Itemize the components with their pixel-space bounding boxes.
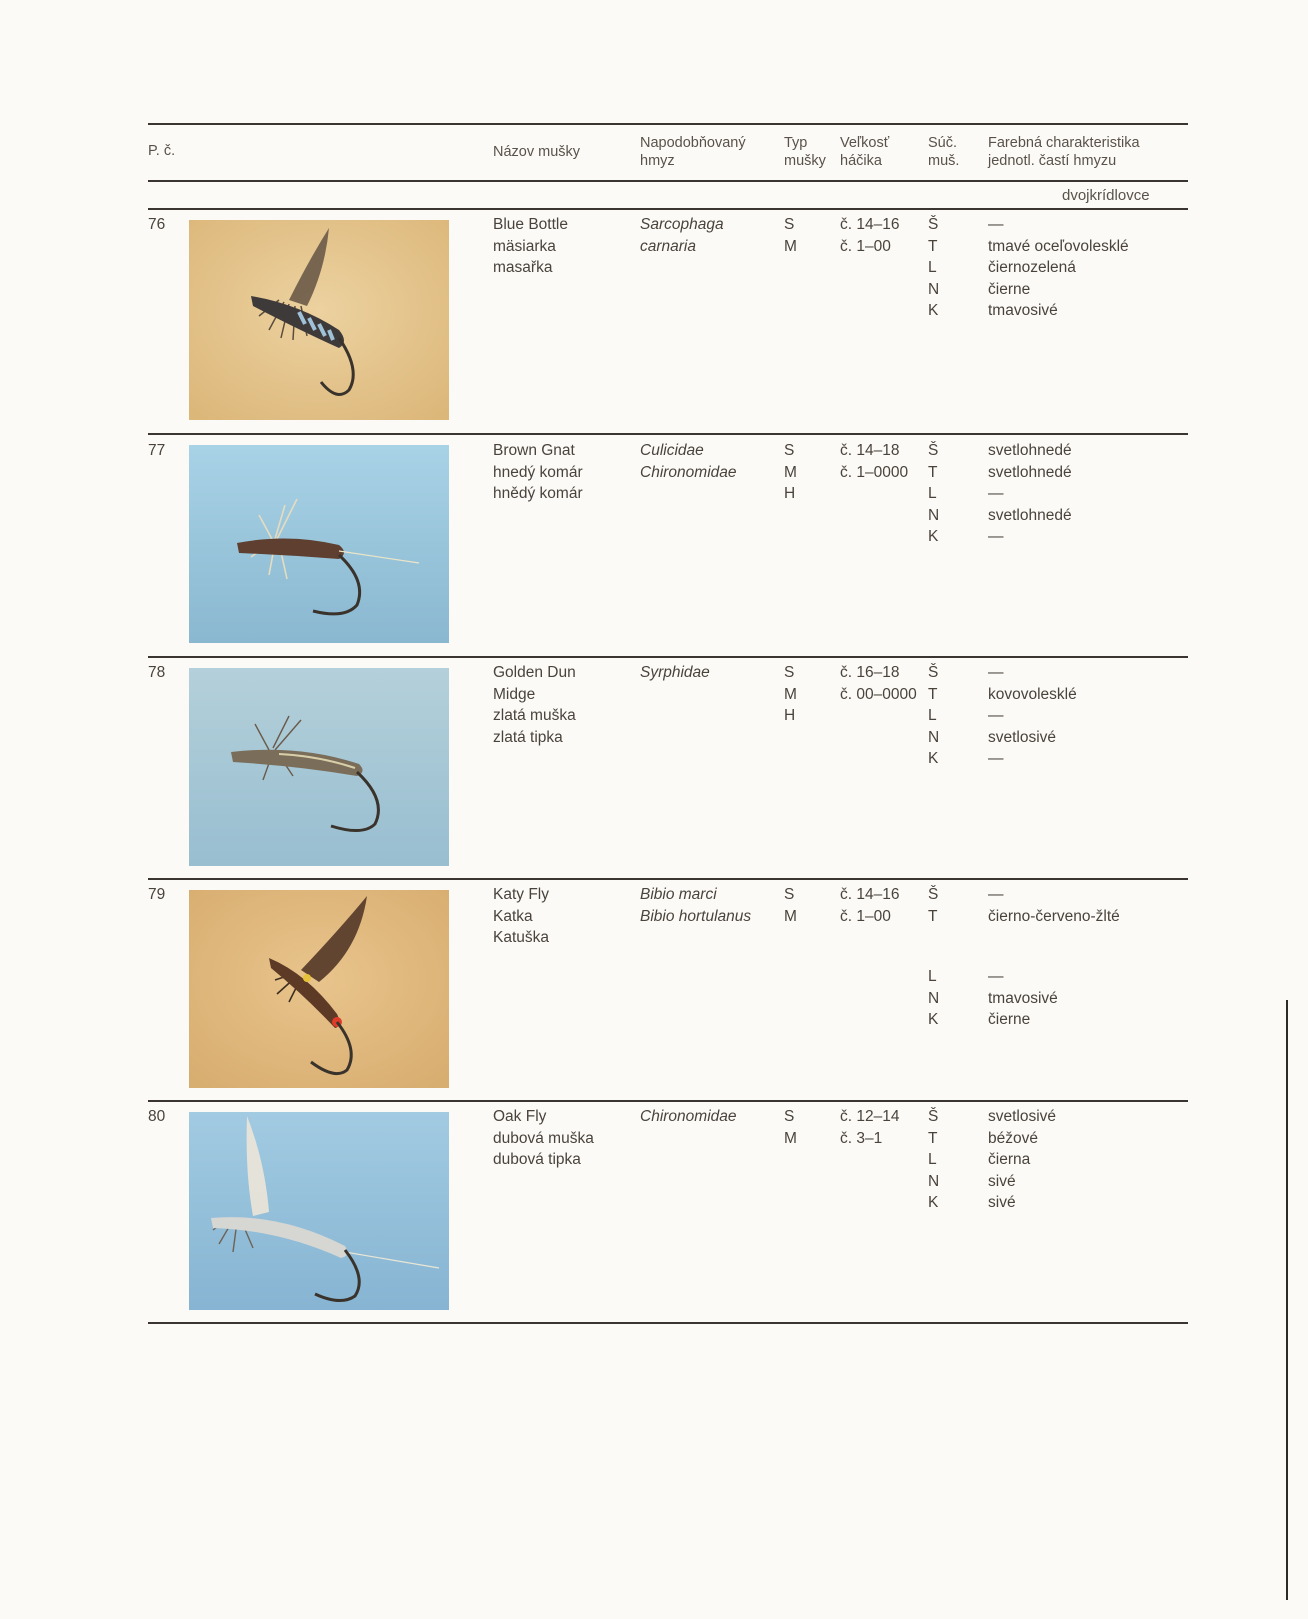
header-col-insect: Napodobňovaný hmyz (640, 135, 746, 169)
part-colors: — kovovolesklé — svetlosivé — (988, 664, 1077, 767)
fly-parts: Š T L N K (928, 216, 940, 319)
fly-names: Katy Fly Katka Katuška (493, 886, 550, 946)
part-colors: — tmavé oceľovolesklé čiernozelená čierne tmavosivé (988, 216, 1129, 319)
header-col-type: Typ mušky (784, 135, 826, 169)
imitated-insect: Bibio marci Bibio hortulanus (640, 886, 752, 925)
row-divider (148, 878, 1188, 880)
header-top-rule (148, 123, 1188, 125)
fly-parts: Š T L N K (928, 442, 940, 545)
fly-body-yellow-band (303, 974, 311, 982)
fly-photo (189, 1112, 449, 1310)
row-divider (148, 1100, 1188, 1102)
fly-type: S M (784, 1108, 797, 1147)
section-label: dvojkrídlovce (1062, 187, 1150, 204)
fly-names: Brown Gnat hnedý komár hnědý komár (493, 442, 583, 502)
imitated-insect: Chironomidae (640, 1108, 737, 1125)
row-number: 77 (148, 442, 166, 459)
table-bottom-rule (148, 1322, 1188, 1324)
header-col-name: Názov mušky (493, 144, 581, 160)
imitated-insect: Sarcophaga carnaria (640, 216, 724, 255)
fly-type: S M (784, 216, 797, 255)
fly-type: S M H (784, 664, 797, 724)
row-number: 76 (148, 216, 166, 233)
row-number: 78 (148, 664, 166, 681)
part-colors-top: — čierno-červeno-žlté (988, 886, 1120, 925)
fly-photo (189, 220, 449, 420)
fly-names: Blue Bottle mäsiarka masařka (493, 216, 568, 276)
header-col-parts: Súč. muš. (928, 135, 960, 169)
part-colors: svetlosivé béžové čierna sivé sivé (988, 1108, 1057, 1211)
fly-parts-bottom: L N K (928, 968, 940, 1028)
imitated-insect: Culicidae Chironomidae (640, 442, 737, 481)
section-rule (148, 208, 1188, 210)
fly-parts-top: Š T (928, 886, 939, 925)
hook-size: č. 12–14 č. 3–1 (840, 1108, 900, 1147)
hook-size: č. 14–16 č. 1–00 (840, 216, 900, 255)
fly-parts: Š T L N K (928, 1108, 940, 1211)
row-divider (148, 656, 1188, 658)
fly-parts: Š T L N K (928, 664, 940, 767)
fly-photo (189, 668, 449, 866)
fly-photo (189, 890, 449, 1088)
fly-type: S M H (784, 442, 797, 502)
page-edge-shadow (1286, 1000, 1288, 1600)
hook-size: č. 14–18 č. 1–0000 (840, 442, 909, 481)
row-divider (148, 433, 1188, 435)
row-number: 79 (148, 886, 166, 903)
photo-background (189, 890, 449, 1088)
fly-photo (189, 445, 449, 643)
hook-size: č. 16–18 č. 00–0000 (840, 664, 917, 703)
hook-size: č. 14–16 č. 1–00 (840, 886, 900, 925)
header-bottom-rule (148, 180, 1188, 182)
photo-background (189, 1112, 449, 1310)
fly-names: Golden Dun Midge zlatá muška zlatá tipka (493, 664, 576, 746)
header-col-number: P. č. (148, 143, 176, 159)
fly-type: S M (784, 886, 797, 925)
header-col-size: Veľkosť háčika (840, 135, 890, 169)
header-col-color: Farebná charakteristika jednotl. častí hmyzu (988, 135, 1140, 169)
imitated-insect: Syrphidae (640, 664, 710, 681)
part-colors-bottom: — tmavosivé čierne (988, 968, 1058, 1028)
fly-names: Oak Fly dubová muška dubová tipka (493, 1108, 594, 1168)
part-colors: svetlohnedé svetlohnedé — svetlohnedé — (988, 442, 1072, 545)
row-number: 80 (148, 1108, 166, 1125)
